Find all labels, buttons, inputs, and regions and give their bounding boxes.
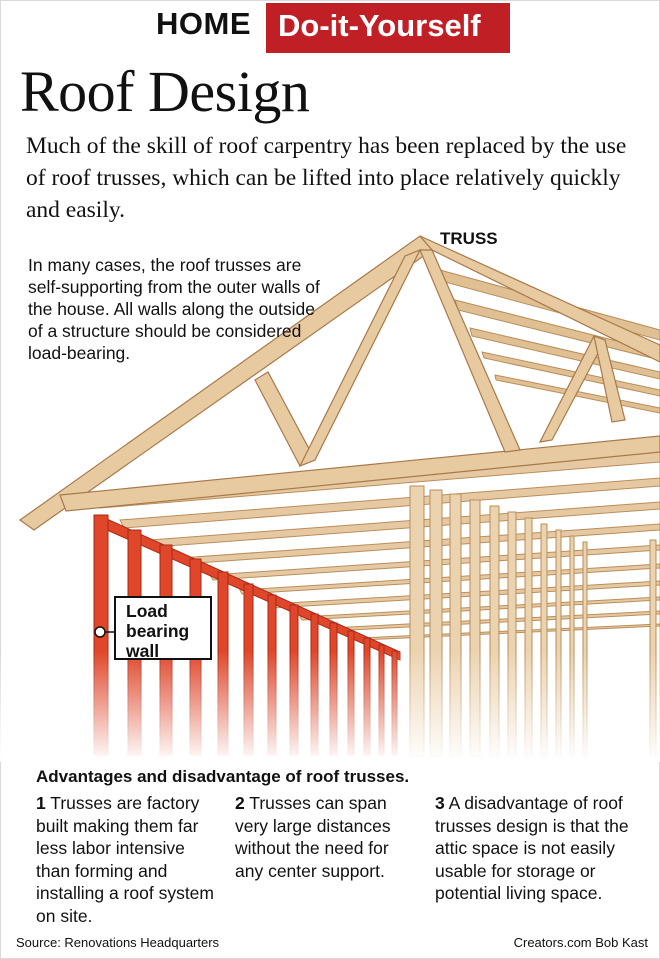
artist-credit: Creators.com Bob Kast (513, 935, 648, 950)
disadvantage-item-3 (435, 792, 650, 905)
source-credit: Source: Renovations Headquarters (16, 935, 220, 950)
truss-label: TRUSS (440, 229, 498, 248)
item-number: 3 (435, 793, 445, 813)
advantages-heading: Advantages and disadvantage of roof trusses. (36, 767, 410, 786)
callout-line-2: bearing (126, 621, 190, 641)
item-number: 1 (36, 793, 46, 813)
intro-paragraph: Much of the skill of roof carpentry has been replaced by the use of roof trusses, which can be lifted into place relatively quickly and easily. (26, 133, 627, 223)
advantage-item-2 (235, 792, 420, 882)
page-title: Roof Design (20, 59, 310, 124)
load-bearing-callout (114, 596, 212, 660)
callout-line-3: wall (126, 641, 160, 661)
item-text: Trusses are factory built making them far less labor intensive than forming and installing a roof system on site. (36, 793, 214, 926)
section-label: HOME (156, 6, 251, 41)
load-bearing-note: In many cases, the roof trusses are self-supporting from the outer walls of the house. All walls along the outside of a structure should be considered load-bearing. (28, 255, 320, 363)
advantage-item-1 (36, 792, 221, 927)
item-text: Trusses can span very large distances without the need for any center support. (235, 793, 391, 881)
callout-line-1: Load (126, 601, 168, 621)
tagline-label: Do-it-Yourself (278, 8, 481, 43)
item-text: A disadvantage of roof trusses design is that the attic space is not easily usable for storage or potential living space. (435, 793, 629, 903)
item-number: 2 (235, 793, 245, 813)
